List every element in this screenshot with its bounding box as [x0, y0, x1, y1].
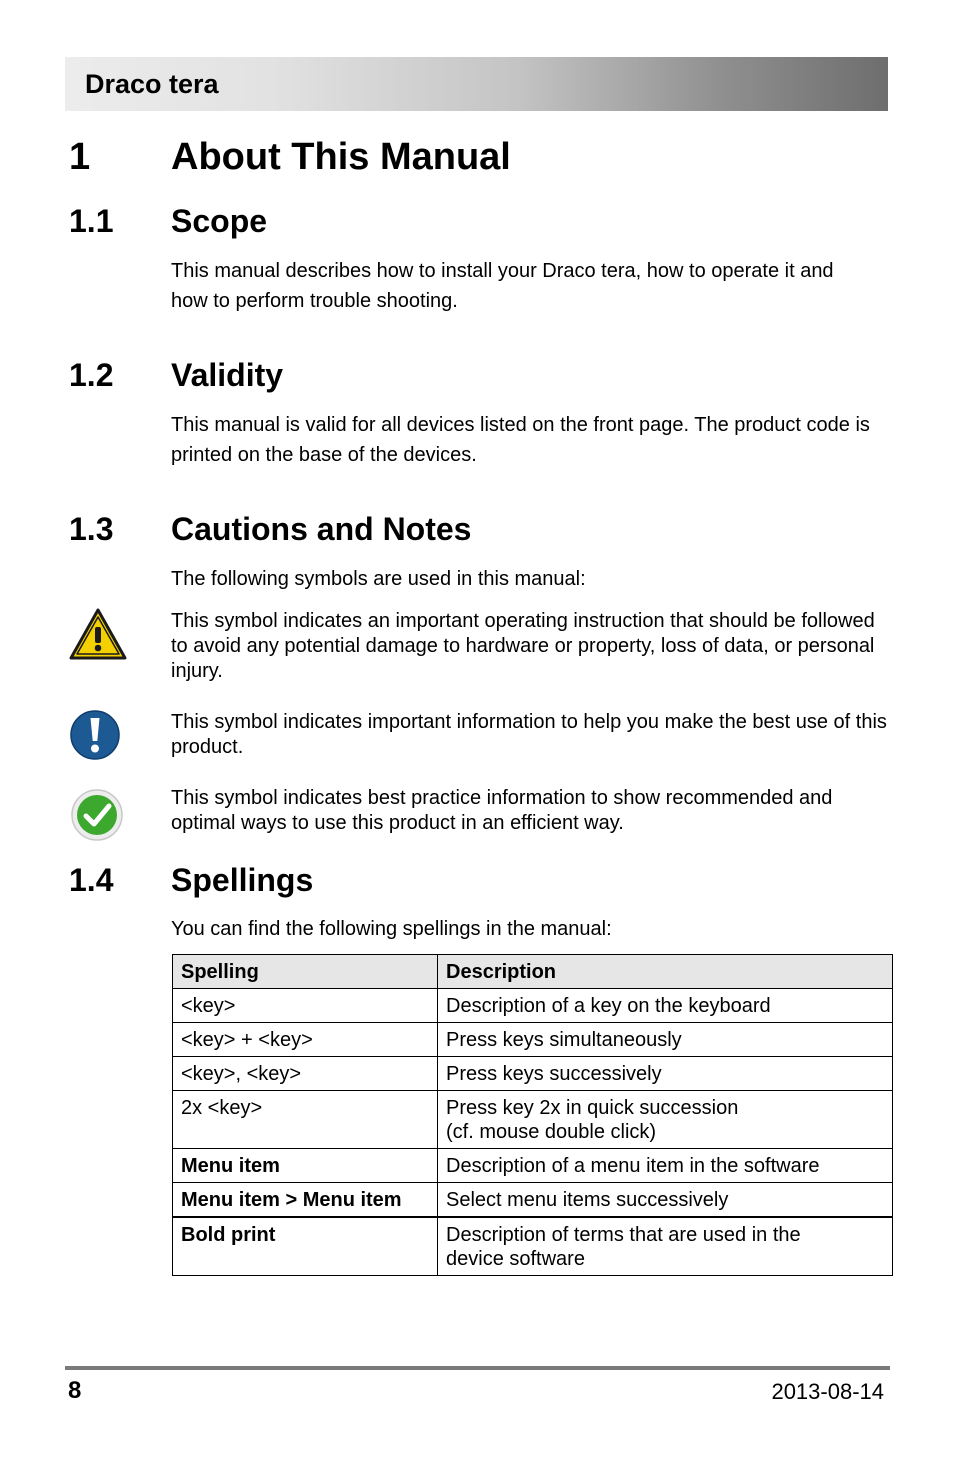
spelling-cell: 2x <key>	[173, 1091, 438, 1149]
spelling-cell: Menu item	[173, 1149, 438, 1183]
description-cell: Description of a key on the keyboard	[438, 989, 893, 1023]
spelling-cell: <key> + <key>	[173, 1023, 438, 1057]
warning-note-text: This symbol indicates an important operating instruction that should be followed to avoid any potential damage to hardware or property, loss of data, or personal injury.	[171, 610, 875, 682]
validity-paragraph: This manual is valid for all devices listed on the front page. The product code is printed on the base of the devices.	[171, 414, 870, 466]
description-line: Description of terms that are used in the	[446, 1224, 801, 1246]
section-heading-scope	[69, 203, 869, 243]
spelling-cell: <key>, <key>	[173, 1057, 438, 1091]
footer-date: 2013-08-14	[771, 1379, 884, 1404]
section-number: 1.4	[69, 862, 114, 898]
description-line: Press key 2x in quick succession	[446, 1097, 739, 1119]
description-cell: Description of a menu item in the software	[438, 1149, 893, 1183]
spelling-cell: Bold print	[173, 1217, 438, 1276]
column-header-spelling: Spelling	[173, 955, 438, 989]
table-row	[173, 1149, 893, 1183]
table-row	[173, 989, 893, 1023]
table-row	[173, 1057, 893, 1091]
page-number: 8	[68, 1377, 82, 1404]
section-number: 1.1	[69, 203, 114, 239]
spellings-intro: You can find the following spellings in the manual:	[171, 918, 612, 940]
table-row	[173, 1091, 893, 1149]
section-number: 1.3	[69, 511, 114, 547]
best-practice-note-text: This symbol indicates best practice information to show recommended and optimal ways to use this product in an efficient way.	[171, 787, 833, 834]
spellings-table	[172, 954, 893, 1276]
chapter-title: About This Manual	[171, 136, 511, 178]
description-cell	[438, 1217, 893, 1276]
section-title: Validity	[171, 357, 284, 393]
table-row	[173, 1217, 893, 1276]
section-number: 1.2	[69, 357, 114, 393]
footer-divider	[65, 1366, 890, 1370]
checkmark-circle-icon	[70, 788, 124, 847]
spelling-cell: <key>	[173, 989, 438, 1023]
info-note-text: This symbol indicates important information to help you make the best use of this product.	[171, 711, 887, 758]
table-row	[173, 1183, 893, 1218]
section-heading-cautions	[69, 511, 869, 551]
warning-triangle-icon	[68, 607, 128, 666]
description-cell: Press keys successively	[438, 1057, 893, 1091]
description-line: device software	[446, 1248, 585, 1270]
table-header-row	[173, 955, 893, 989]
section-title: Cautions and Notes	[171, 511, 472, 547]
spelling-cell: Menu item > Menu item	[173, 1183, 438, 1218]
document-title: Draco tera	[85, 69, 219, 99]
description-cell: Select menu items successively	[438, 1183, 893, 1218]
description-line: (cf. mouse double click)	[446, 1121, 657, 1143]
description-cell: Press keys simultaneously	[438, 1023, 893, 1057]
cautions-intro: The following symbols are used in this manual:	[171, 568, 586, 590]
column-header-description: Description	[438, 955, 893, 989]
chapter-number: 1	[69, 136, 91, 178]
section-heading-validity	[69, 357, 869, 397]
section-heading-spellings	[69, 862, 869, 902]
description-cell	[438, 1091, 893, 1149]
header-bar	[65, 57, 888, 111]
section-title: Scope	[171, 203, 268, 239]
exclamation-circle-icon	[69, 709, 121, 766]
scope-paragraph: This manual describes how to install your Draco tera, how to operate it and how to perform trouble shooting.	[171, 260, 834, 312]
table-row	[173, 1023, 893, 1057]
section-title: Spellings	[171, 862, 314, 898]
